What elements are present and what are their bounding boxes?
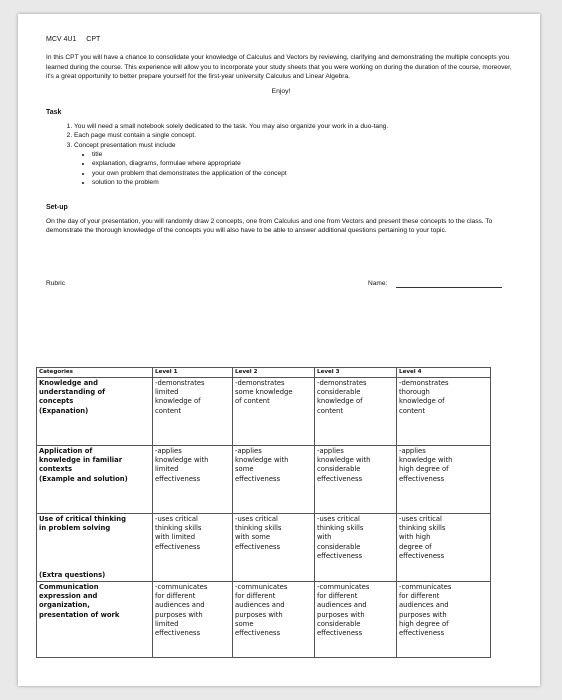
category-line: Knowledge and — [39, 379, 98, 387]
rubric-level-cell — [397, 446, 491, 514]
category-line: contexts — [39, 465, 73, 474]
level-line: -uses critical — [399, 515, 442, 523]
rubric-level-cell — [397, 514, 491, 582]
rubric-level-cell — [315, 514, 397, 582]
rubric-level-cell — [315, 582, 397, 658]
level-line: -communicates — [155, 583, 208, 591]
rubric-level-cell — [233, 378, 315, 446]
level-line: limited — [155, 619, 179, 628]
level-line: knowledge of — [317, 397, 363, 406]
level-line: effectiveness — [317, 551, 363, 560]
level-line: high degree of — [399, 465, 449, 474]
level-line: considerable — [317, 619, 361, 628]
level-line: thinking skills — [317, 524, 364, 533]
category-line: (Example and solution) — [39, 474, 128, 483]
rubric-category-cell — [37, 446, 153, 514]
rubric-label-row — [46, 280, 516, 292]
category-extra-note: (Extra questions) — [39, 570, 106, 579]
setup-heading: Set-up — [46, 203, 68, 211]
rubric-level-cell — [233, 514, 315, 582]
level-line: degree of — [399, 542, 432, 551]
level-line: with limited — [155, 533, 196, 542]
level-line: effectiveness — [317, 629, 363, 638]
category-line: (Expanation) — [39, 406, 89, 415]
level-line: for different — [155, 592, 196, 601]
course-code: MCV 4U1 — [46, 36, 77, 43]
document-body — [46, 36, 516, 292]
level-line: knowledge with — [317, 456, 371, 465]
level-line: of content — [235, 397, 270, 406]
level-line: purposes with — [399, 610, 447, 619]
level-line: content — [155, 406, 182, 415]
level-line: effectiveness — [317, 474, 363, 483]
level-line: high degree of — [399, 619, 449, 628]
level-line: effectiveness — [399, 551, 445, 560]
rubric-level-cell — [233, 446, 315, 514]
level-line: limited — [155, 388, 179, 397]
level-line: with high — [399, 533, 431, 542]
level-line: thinking skills — [399, 524, 446, 533]
category-line: organization, — [39, 601, 90, 610]
task-bullets — [74, 150, 516, 188]
rubric-category-cell — [37, 582, 153, 658]
level-line: -uses critical — [235, 515, 278, 523]
rubric-row — [37, 582, 491, 658]
level-line: with some — [235, 533, 271, 542]
level-line: content — [399, 406, 426, 415]
category-line: concepts — [39, 397, 74, 406]
task-item: 2. Each page must contain a single concept. — [74, 131, 516, 140]
level-line: -communicates — [235, 583, 288, 591]
level-line: effectiveness — [399, 474, 445, 483]
level-line: purposes with — [317, 610, 365, 619]
name-label: Name: — [368, 279, 388, 287]
category-line: presentation of work — [39, 610, 120, 619]
document-page — [18, 14, 540, 686]
task-heading: Task — [46, 108, 62, 116]
bullet-item: • solution to the problem — [92, 178, 516, 187]
rubric-level-cell — [397, 378, 491, 446]
level-line: -uses critical — [155, 515, 198, 523]
level-line: -demonstrates — [235, 379, 285, 387]
enjoy-text: Enjoy! — [271, 87, 291, 95]
rubric-level-cell — [153, 446, 233, 514]
level-line: some — [235, 465, 254, 474]
level-line: thinking skills — [235, 524, 282, 533]
bullet-item: • your own problem that demonstrates the application of the concept — [92, 169, 516, 178]
level-line: -demonstrates — [317, 379, 367, 387]
level-line: audiences and — [399, 601, 449, 610]
level-line: -applies — [155, 447, 182, 455]
level-line: audiences and — [235, 601, 285, 610]
level-line: -demonstrates — [155, 379, 205, 387]
level-line: knowledge with — [399, 456, 453, 465]
level-line: purposes with — [155, 610, 203, 619]
level-line: knowledge with — [235, 456, 289, 465]
rubric-level-cell — [315, 446, 397, 514]
level-line: some knowledge — [235, 388, 293, 397]
category-line: in problem solving — [39, 524, 111, 533]
rubric-level-cell — [153, 378, 233, 446]
level-line: effectiveness — [235, 629, 281, 638]
header-cell: Level 3 — [315, 368, 397, 378]
header-cell: Categories — [37, 368, 153, 378]
rubric-category-cell — [37, 514, 153, 582]
level-line: effectiveness — [235, 542, 281, 551]
rubric-row — [37, 514, 491, 582]
rubric-header-row — [37, 368, 491, 378]
category-line: expression and — [39, 592, 98, 601]
level-line: considerable — [317, 465, 361, 474]
level-line: for different — [399, 592, 440, 601]
level-line: effectiveness — [399, 629, 445, 638]
level-line: limited — [155, 465, 179, 474]
level-line: purposes with — [235, 610, 283, 619]
level-line: for different — [317, 592, 358, 601]
category-line: Application of — [39, 447, 93, 455]
bullet-item: • title — [92, 150, 516, 159]
rubric-table-wrap — [36, 367, 491, 657]
rubric-label: Rubric — [46, 279, 66, 287]
rubric-level-cell — [153, 514, 233, 582]
category-line: understanding of — [39, 388, 106, 397]
header-cell: Level 2 — [233, 368, 315, 378]
level-line: thinking skills — [155, 524, 202, 533]
level-line: -applies — [235, 447, 262, 455]
task-item: 1. You will need a small notebook solely dedicated to the task. You may also organize your work in a duo-tang. — [74, 122, 516, 131]
rubric-row — [37, 446, 491, 514]
bullet-item: • explanation, diagrams, formulae where appropriate — [92, 159, 516, 168]
level-line: -communicates — [317, 583, 370, 591]
level-line: considerable — [317, 388, 361, 397]
rubric-category-cell — [37, 378, 153, 446]
level-line: effectiveness — [155, 542, 201, 551]
rubric-level-cell — [153, 582, 233, 658]
header-cell: Level 4 — [397, 368, 491, 378]
rubric-level-cell — [397, 582, 491, 658]
rubric-table — [36, 367, 491, 658]
level-line: thorough — [399, 388, 430, 397]
document-title: CPT — [86, 36, 101, 43]
level-line: some — [235, 619, 254, 628]
level-line: audiences and — [317, 601, 367, 610]
category-line: Communication — [39, 583, 99, 591]
level-line: -applies — [399, 447, 426, 455]
task-item-text: Concept presentation must include — [74, 141, 176, 149]
rubric-body — [37, 378, 491, 658]
level-line: -communicates — [399, 583, 452, 591]
level-line: effectiveness — [235, 474, 281, 483]
level-line: -demonstrates — [399, 379, 449, 387]
name-blank-line — [396, 287, 502, 288]
level-line: for different — [235, 592, 276, 601]
level-line: content — [317, 406, 344, 415]
level-line: with — [317, 533, 332, 542]
level-line: considerable — [317, 542, 361, 551]
category-line: knowledge in familiar — [39, 456, 123, 465]
level-line: audiences and — [155, 601, 205, 610]
category-line: Use of critical thinking — [39, 515, 126, 523]
setup-paragraph: On the day of your presentation, you will randomly draw 2 concepts, one from Calculus and one from Vectors and present these concepts to the class. To demonstrate the thorough knowledge of the concepts you will also have to be able to answer additional questions pertaining to your topic. — [46, 217, 493, 235]
rubric-level-cell — [315, 378, 397, 446]
task-list — [60, 122, 516, 188]
level-line: effectiveness — [155, 629, 201, 638]
level-line: knowledge with — [155, 456, 209, 465]
level-line: -applies — [317, 447, 344, 455]
document-header — [46, 36, 516, 43]
level-line: -uses critical — [317, 515, 360, 523]
rubric-row — [37, 378, 491, 446]
intro-paragraph: In this CPT you will have a chance to consolidate your knowledge of Calculus and Vectors by reviewing, clarifying and demonstrating the multiple concepts you learned during the course. This experience will allow you to incorporate your study sheets that you were working on during the duration of the course, moreover, it's a great opportunity to better prepare yourself for the first-year university Calculus and Linear Algebra. — [46, 54, 512, 81]
task-item — [74, 141, 516, 188]
rubric-level-cell — [233, 582, 315, 658]
level-line: knowledge of — [399, 397, 445, 406]
header-cell: Level 1 — [153, 368, 233, 378]
level-line: knowledge of — [155, 397, 201, 406]
level-line: effectiveness — [155, 474, 201, 483]
